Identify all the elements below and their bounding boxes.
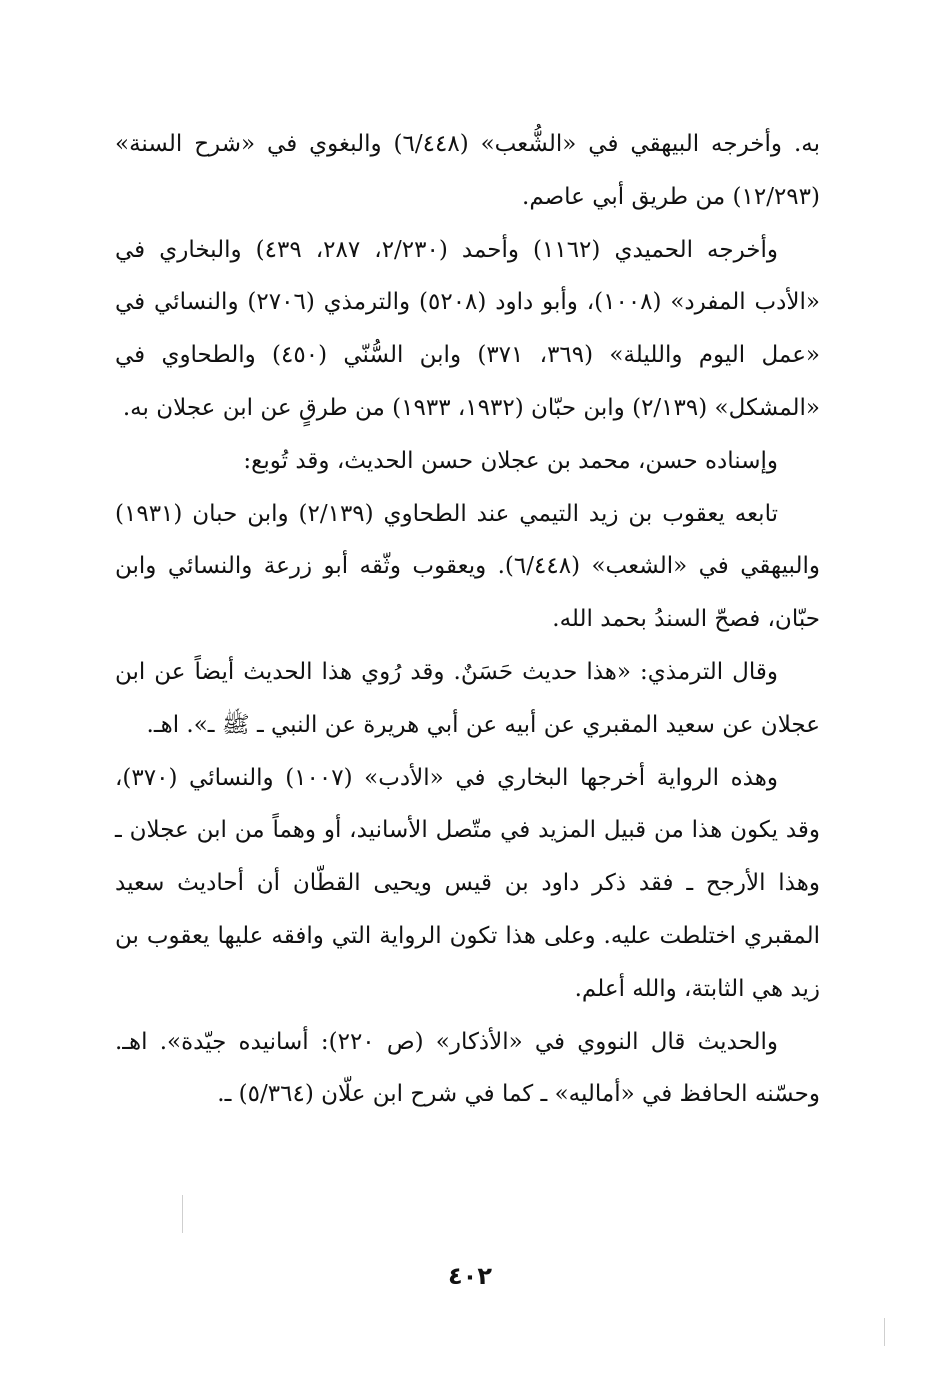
paragraph-1: به. وأخرجه البيهقي في «الشُّعب» (٦/٤٤٨) والبغوي في «شرح السنة» (١٢/٢٩٣) من طريق أبي عاصم.: [115, 131, 820, 210]
paragraph-6: وهذه الرواية أخرجها البخاري في «الأدب» (١٠٠٧) والنسائي (٣٧٠)، وقد يكون هذا من قبيل المزيد في متّصل الأسانيد، أو وهماً من ابن عجلان ـ وهذا الأرجح ـ فقد ذكر داود بن قيس ويحيى القطّان أن أحاديث سعيد المقبري اختلطت عليه. وعلى هذا تكون الرواية التي وافقه عليها يعقوب بن زيد هي الثابتة، والله أعلم.: [115, 764, 820, 1002]
paragraph-2: وأخرجه الحميدي (١١٦٢) وأحمد (٢/٢٣٠، ٢٨٧، ٤٣٩) والبخاري في «الأدب المفرد» (١٠٠٨)، وأبو داود (٥٢٠٨) والترمذي (٢٧٠٦) والنسائي في «عمل اليوم والليلة» (٣٦٩، ٣٧١) وابن السُّنّي (٤٥٠) والطحاوي في «المشكل» (٢/١٣٩) وابن حبّان (١٩٣٢، ١٩٣٣) من طرقٍ عن ابن عجلان به.: [115, 236, 821, 421]
scan-edge-mark: [182, 1195, 183, 1233]
page-number: ٤٠٢: [448, 1262, 492, 1290]
scan-edge-mark: [884, 1318, 885, 1346]
paragraph-5: وقال الترمذي: «هذا حديث حَسَنٌ. وقد رُوي هذا الحديث أيضاً عن ابن عجلان عن سعيد المقبري عن أبيه عن أبي هريرة عن النبي ـ ﷺ ـ». اهـ.: [115, 658, 820, 738]
paragraph-3: وإسناده حسن، محمد بن عجلان حسن الحديث، وقد تُوبع:: [243, 447, 778, 474]
paragraph-4: تابعه يعقوب بن زيد التيمي عند الطحاوي (٢/١٣٩) وابن حبان (١٩٣١) والبيهقي في «الشعب» (٦/٤٤٨). ويعقوب وثّقه أبو زرعة والنسائي وابن حبّان، فصحّ السندُ بحمد الله.: [115, 500, 820, 633]
body-text: [115, 118, 820, 1121]
paragraph-7: والحديث قال النووي في «الأذكار» (ص ٢٢٠): أسانيده جيّدة». اهـ. وحسّنه الحافظ في «أماليه» ـ كما في شرح ابن علّان (٥/٣٦٤) ـ.: [115, 1028, 820, 1108]
